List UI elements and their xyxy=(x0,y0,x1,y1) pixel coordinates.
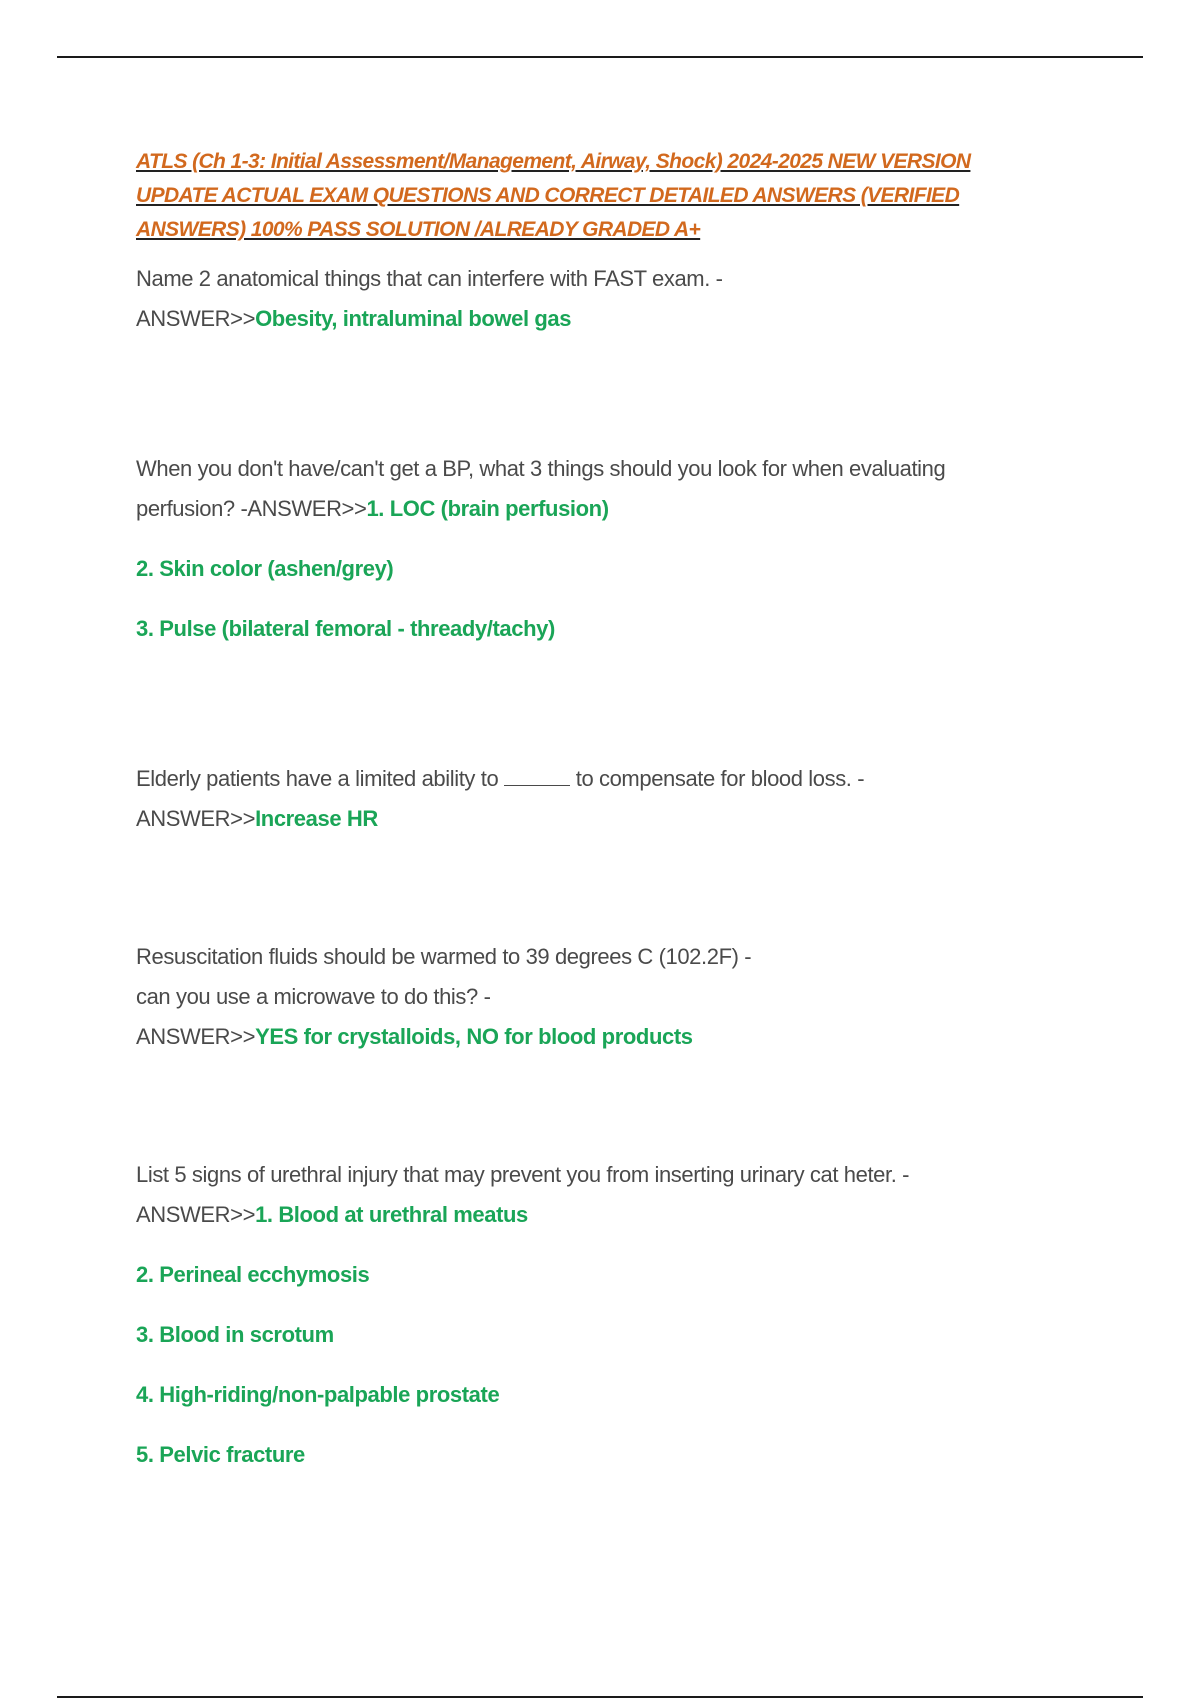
question-1-text: Name 2 anatomical things that can interfere with FAST exam. - xyxy=(136,266,723,291)
answer-marker: ANSWER>> xyxy=(136,1202,256,1227)
question-5-text: List 5 signs of urethral injury that may prevent you from inserting urinary cat heter. - xyxy=(136,1162,910,1187)
question-2 xyxy=(136,449,1016,529)
answer-marker: ANSWER>> xyxy=(136,806,256,831)
answer-2-item-2: 2. Skin color (ashen/grey) xyxy=(136,556,394,581)
answer-marker: ANSWER>> xyxy=(136,306,256,331)
document-body xyxy=(136,145,1016,1475)
answer-5-item-2: 2. Perineal ecchymosis xyxy=(136,1262,370,1287)
spacer xyxy=(136,839,1016,937)
answer-5-item-4: 4. High-riding/non-palpable prostate xyxy=(136,1382,500,1407)
question-4-line-1: Resuscitation fluids should be warmed to 39 degrees C (102.2F) - xyxy=(136,944,752,969)
answer-marker: ANSWER>> xyxy=(247,496,367,521)
fill-in-blank xyxy=(504,763,570,786)
question-3-text-a: Elderly patients have a limited ability to xyxy=(136,766,499,791)
answer-2-item-3: 3. Pulse (bilateral femoral - thready/tachy) xyxy=(136,616,555,641)
question-3-text-b: to compensate for blood loss. - xyxy=(575,766,865,791)
answer-5: 1. Blood at urethral meatus xyxy=(255,1202,528,1227)
answer-2: 1. LOC (brain perfusion) xyxy=(366,496,609,521)
answer-marker: ANSWER>> xyxy=(136,1024,256,1049)
question-2-text: When you don't have/can't get a BP, what 3 things should you look for when evaluating perfusion? - xyxy=(136,456,946,521)
question-3 xyxy=(136,759,1016,839)
spacer xyxy=(136,1057,1016,1155)
bottom-rule xyxy=(57,1696,1143,1698)
top-rule xyxy=(57,56,1143,58)
document-title: ATLS (Ch 1-3: Initial Assessment/Management, Airway, Shock) 2024-2025 NEW VERSION UPDATE ACTUAL EXAM QUESTIONS AND CORRECT DETAILED ANSWERS (VERIFIED ANSWERS) 100% PASS SOLUTION /ALREADY GRADED A+ xyxy=(136,150,971,241)
answer-3: Increase HR xyxy=(255,806,378,831)
answer-5-item-5: 5. Pelvic fracture xyxy=(136,1442,305,1467)
answer-5-item-3: 3. Blood in scrotum xyxy=(136,1322,334,1347)
spacer xyxy=(136,339,1016,449)
question-4 xyxy=(136,937,1016,1057)
question-4-line-2: can you use a microwave to do this? - xyxy=(136,984,491,1009)
question-1 xyxy=(136,259,1016,339)
answer-1: Obesity, intraluminal bowel gas xyxy=(255,306,572,331)
answer-4: YES for crystalloids, NO for blood products xyxy=(255,1024,693,1049)
question-5 xyxy=(136,1155,1016,1235)
spacer xyxy=(136,649,1016,759)
